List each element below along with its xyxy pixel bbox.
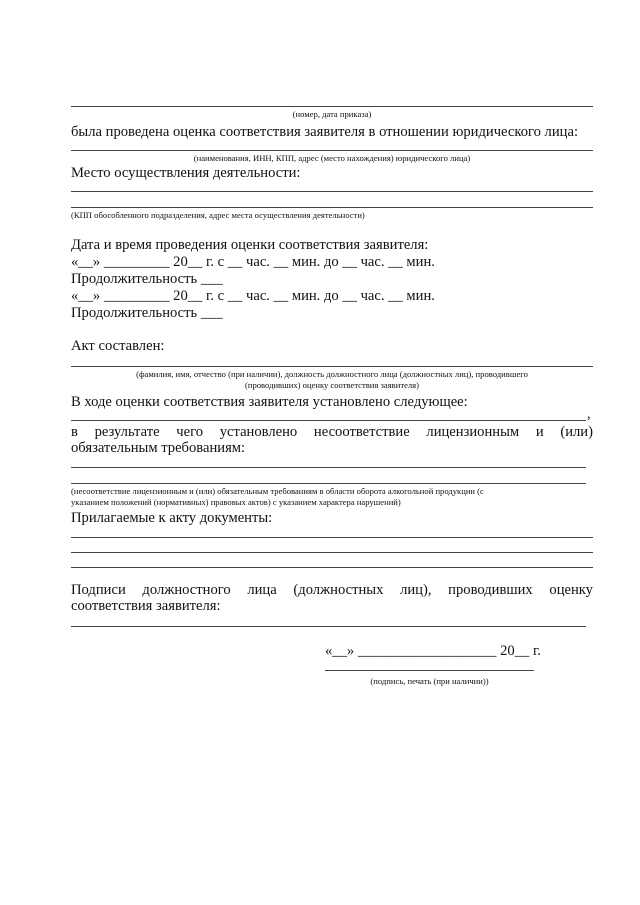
findings-comma: , (587, 406, 591, 422)
date-row-1[interactable]: «__» _________ 20__ г. с __ час. __ мин. до __ час. __ мин. (71, 254, 435, 270)
place-line-2[interactable] (71, 207, 593, 208)
attachments-line-1[interactable] (71, 537, 593, 538)
entity-line[interactable] (71, 150, 593, 151)
result-word: результате (94, 424, 160, 440)
attachments-line-3[interactable] (71, 567, 593, 568)
attachments-label: Прилагаемые к акту документы: (71, 510, 273, 526)
result-word: и (535, 424, 544, 440)
duration-2[interactable]: Продолжительность ___ (71, 305, 223, 321)
sign-line[interactable] (325, 670, 534, 671)
entity-caption: (наименования, ИНН, КПП, адрес (место нахождения) юридического лица) (193, 153, 471, 163)
result-word: чего (176, 424, 204, 440)
sign-caption: (подпись, печать (при наличии)) (370, 676, 489, 686)
act-line[interactable] (71, 366, 593, 367)
violation-caption-1: (несоответствие лицензионным и (или) обязательным требованиям в области оборота алкогольной продукции (с (71, 486, 484, 496)
result-word: установлено (219, 424, 298, 440)
signatures-word: лиц), (400, 582, 432, 598)
signatures-line-2: соответствия заявителя: (71, 598, 221, 614)
result-word: (или) (560, 424, 593, 440)
intro-text: была проведена оценка соответствия заявителя в отношении юридического лица: (71, 124, 578, 140)
violation-caption-2: указанием положений (нормативных) правовых актов) с указанием характера нарушений) (71, 497, 401, 507)
findings-label: В ходе оценки соответствия заявителя установлено следующее: (71, 394, 468, 410)
sign-date[interactable]: «__» ___________________ 20__ г. (325, 643, 541, 659)
violation-line-1[interactable] (71, 467, 586, 468)
act-label: Акт составлен: (71, 338, 165, 354)
act-caption-1: (фамилия, имя, отчество (при наличии), должность должностного лица (должностных лиц), проводившего (136, 369, 528, 379)
signatures-word: лица (247, 582, 277, 598)
date-row-2[interactable]: «__» _________ 20__ г. с __ час. __ мин. до __ час. __ мин. (71, 288, 435, 304)
place-label: Место осуществления деятельности: (71, 165, 301, 181)
signatures-word: (должностных (293, 582, 384, 598)
signatures-word: должностного (142, 582, 231, 598)
signatures-line-1 (71, 582, 593, 598)
order-caption: (номер, дата приказа) (292, 109, 372, 119)
result-word: в (71, 424, 78, 440)
act-caption-2: (проводивших) оценку соответствия заявителя) (244, 380, 419, 390)
result-line-2: обязательным требованиям: (71, 440, 246, 456)
place-caption: (КПП обособленного подразделения, адрес места осуществления деятельности) (71, 210, 365, 220)
order-line[interactable] (71, 106, 593, 107)
place-line-1[interactable] (71, 191, 593, 192)
duration-1[interactable]: Продолжительность ___ (71, 271, 223, 287)
signatures-word: Подписи (71, 582, 126, 598)
result-word: несоответствие (313, 424, 410, 440)
signatures-word: оценку (549, 582, 593, 598)
attachments-line-2[interactable] (71, 552, 593, 553)
signatures-word: проводивших (448, 582, 533, 598)
result-line-1 (71, 424, 593, 440)
date-label: Дата и время проведения оценки соответствия заявителя: (71, 237, 429, 253)
findings-line[interactable] (71, 420, 586, 421)
result-word: лицензионным (426, 424, 520, 440)
violation-line-2[interactable] (71, 483, 586, 484)
signatures-line[interactable] (71, 626, 586, 627)
